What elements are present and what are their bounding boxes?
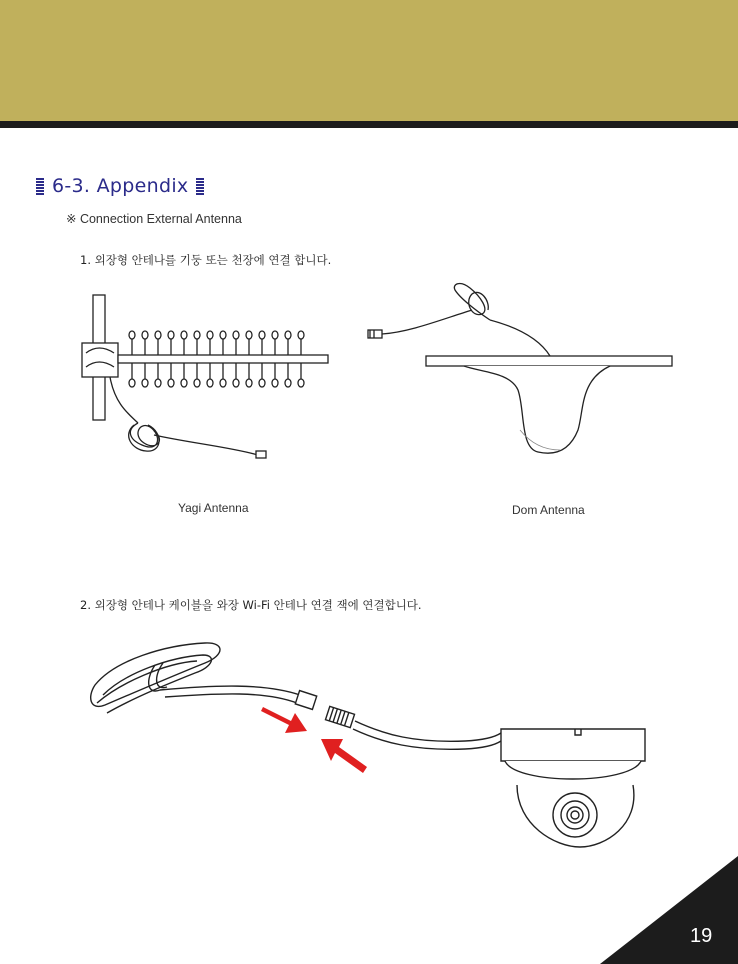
- yagi-antenna-illustration: [70, 285, 340, 470]
- header-band: [0, 0, 738, 121]
- header-rule: [0, 121, 738, 128]
- step-1-text: 1. 외장형 안테나를 기둥 또는 천장에 연결 합니다.: [80, 253, 332, 267]
- dom-antenna-caption: Dom Antenna: [512, 503, 585, 517]
- page-corner-triangle: [600, 856, 738, 964]
- heading-marker-right-icon: [196, 178, 204, 195]
- step-2-text: 2. 외장형 안테나 케이블을 와장 Wi-Fi 안테나 연결 잭에 연결합니다.: [80, 598, 422, 612]
- section-title: 6-3. Appendix: [52, 175, 189, 197]
- dom-antenna-illustration: [360, 280, 680, 465]
- subtitle: ※ Connection External Antenna: [66, 212, 242, 226]
- heading-marker-left-icon: [36, 178, 44, 195]
- yagi-antenna-caption: Yagi Antenna: [178, 501, 249, 515]
- page-number: 19: [690, 925, 713, 947]
- section-heading: [36, 172, 204, 200]
- camera-connection-illustration: [85, 625, 655, 850]
